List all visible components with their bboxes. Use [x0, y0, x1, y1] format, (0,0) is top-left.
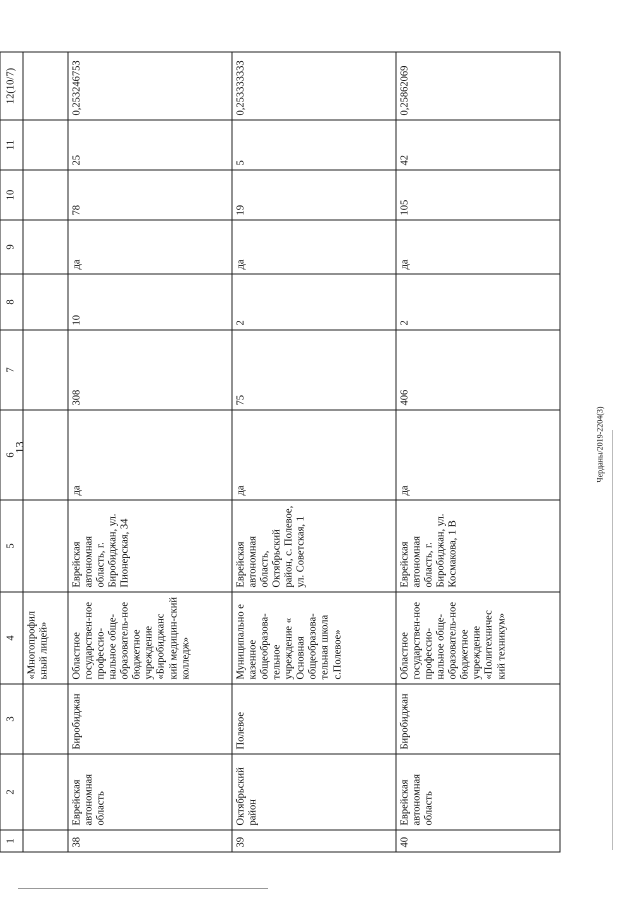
table-cell: «Многопрофил ьный лицей» [23, 592, 68, 684]
table-cell: да [68, 220, 232, 274]
table-cell: Муниципально е казенное общеобразова-тельное учреждение « Основная общеобразова-тельная школа с.Полевое» [232, 592, 396, 684]
table-cell [23, 52, 68, 120]
data-table [0, 52, 561, 853]
table-row [68, 52, 232, 852]
table-cell: да [232, 410, 396, 500]
table-cell [23, 754, 68, 830]
table-cell: 75 [232, 330, 396, 410]
continuation-row [23, 52, 68, 852]
table-cell: 0,25333333З [232, 52, 396, 120]
table-cell: 5 [232, 120, 396, 170]
table-cell [23, 170, 68, 220]
col-header: 4 [0, 592, 23, 684]
table-cell: 25 [68, 120, 232, 170]
col-header: 7 [0, 330, 23, 410]
table-cell: 105 [396, 170, 560, 220]
table-cell: да [232, 220, 396, 274]
col-header: 1 [0, 830, 23, 852]
table-cell: Биробиджан [396, 684, 560, 754]
table-cell: Областное государствен-ное профессио-нальное обще-образователь-ное бюджетное учреждение «Политехничес кий техникум» [396, 592, 560, 684]
table-row [396, 52, 560, 852]
table-cell: да [396, 410, 560, 500]
col-header: 9 [0, 220, 23, 274]
col-header: 8 [0, 274, 23, 330]
table-cell: да [68, 410, 232, 500]
table-cell [23, 684, 68, 754]
table-cell [23, 500, 68, 592]
table-cell [23, 274, 68, 330]
header-row [0, 52, 23, 852]
col-header: 2 [0, 754, 23, 830]
right-rule [612, 430, 613, 850]
col-header: 3 [0, 684, 23, 754]
col-header: 6 [0, 410, 23, 500]
table-cell: Еврейская автономная область [68, 754, 232, 830]
table-cell: Еврейская автономная область, г. Биробиджан, ул. Пионерская, 34 [68, 500, 232, 592]
table-cell [23, 330, 68, 410]
table-cell: 2 [396, 274, 560, 330]
table-cell: 42 [396, 120, 560, 170]
table-cell: 2 [232, 274, 396, 330]
table-cell: 78 [68, 170, 232, 220]
table-cell [23, 220, 68, 274]
bottom-rule [18, 888, 268, 889]
table-cell: Октябрьский район [232, 754, 396, 830]
table-cell [23, 830, 68, 852]
table-cell: 39 [232, 830, 396, 852]
table-cell: 10 [68, 274, 232, 330]
table-cell [23, 120, 68, 170]
table-cell: 0,25862069 [396, 52, 560, 120]
col-header: 12(10/7) [0, 52, 23, 120]
table-cell: 308 [68, 330, 232, 410]
page-number: 13 [12, 441, 27, 454]
col-header: 5 [0, 500, 23, 592]
table-cell: 40 [396, 830, 560, 852]
col-header: 11 [0, 120, 23, 170]
table-cell: 0,25324675З [68, 52, 232, 120]
table-cell: да [396, 220, 560, 274]
document-code: Черданы/2019-2204(3) [595, 406, 605, 483]
table-cell: Еврейская автономная область, г. Биробиджан, ул. Космакова, 1 В [396, 500, 560, 592]
col-header: 10 [0, 170, 23, 220]
rotated-table-container [0, 53, 535, 853]
table-cell [23, 410, 68, 500]
table-cell: 406 [396, 330, 560, 410]
table-cell: Еврейская автономная область [396, 754, 560, 830]
table-cell: Полевое [232, 684, 396, 754]
table-row [232, 52, 396, 852]
table-cell: 38 [68, 830, 232, 852]
table-cell: Еврейская автономная область, Октябрьский район, с. Полевое, ул. Советская, 1 [232, 500, 396, 592]
table-cell: Областное государствен-ное профессио-нальное обще-образователь-ное бюджетное учреждение «Биробиджанс кий медицин-ский колледж» [68, 592, 232, 684]
table-cell: Биробиджан [68, 684, 232, 754]
table-cell: 19 [232, 170, 396, 220]
